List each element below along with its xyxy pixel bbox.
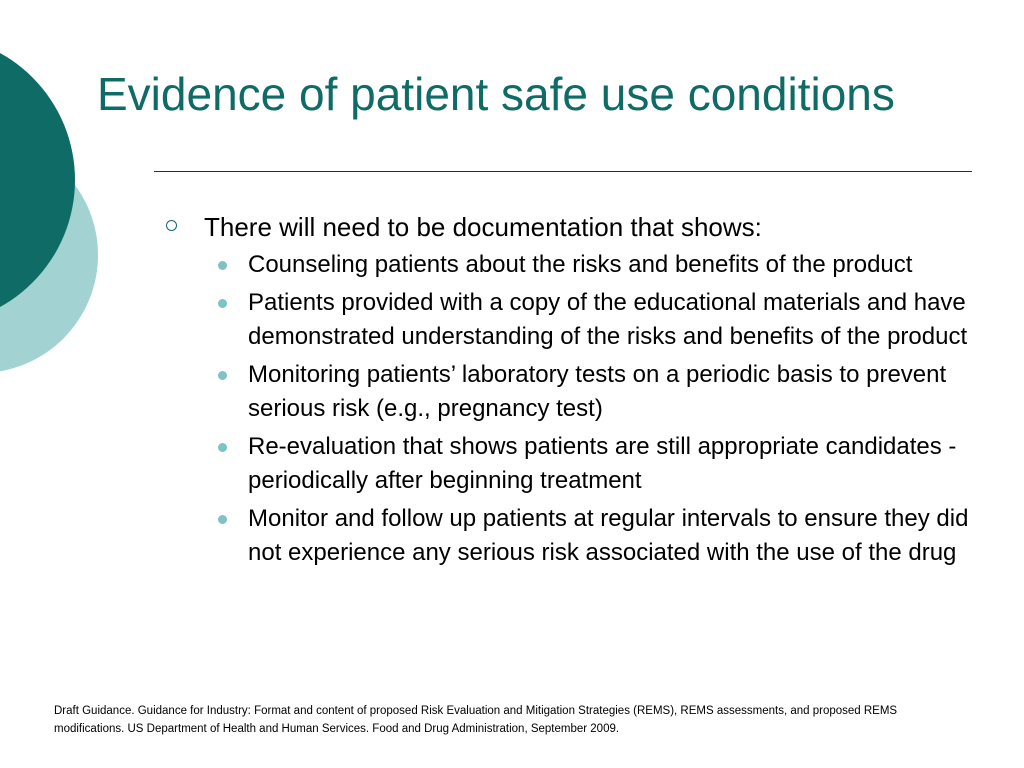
title-divider bbox=[154, 171, 972, 172]
footnote-citation: Draft Guidance. Guidance for Industry: Format and content of proposed Risk Evaluation and Mitigation Strategies (REMS), REMS assessments, and proposed REMS modifications. US Department of Health and Human Services. Food and Drug Administration, September 2009. bbox=[54, 705, 898, 735]
intro-bullet bbox=[158, 210, 1008, 244]
list-item bbox=[158, 286, 1008, 354]
dot-bullet-icon bbox=[218, 299, 227, 308]
slide-body bbox=[158, 210, 1008, 574]
list-item bbox=[158, 358, 1008, 426]
sub-bullet-list bbox=[158, 248, 1008, 570]
list-item-text: Monitor and follow up patients at regular intervals to ensure they did not experience any serious risk associated with the use of the drug bbox=[248, 505, 969, 566]
dot-bullet-icon bbox=[218, 261, 227, 270]
decorative-circles bbox=[0, 0, 120, 420]
list-item bbox=[158, 248, 1008, 282]
list-item-text: Monitoring patients’ laboratory tests on a periodic basis to prevent serious risk (e.g., pregnancy test) bbox=[248, 361, 947, 422]
hollow-circle-bullet-icon bbox=[166, 220, 177, 231]
list-item-text: Counseling patients about the risks and benefits of the product bbox=[248, 251, 913, 278]
list-item-text: Re-evaluation that shows patients are still appropriate candidates - periodically after beginning treatment bbox=[248, 433, 957, 494]
list-item bbox=[158, 502, 1008, 570]
intro-text: There will need to be documentation that shows: bbox=[204, 212, 762, 242]
list-item-text: Patients provided with a copy of the educational materials and have demonstrated understanding of the risks and benefits of the product bbox=[248, 289, 968, 350]
dot-bullet-icon bbox=[218, 443, 227, 452]
dot-bullet-icon bbox=[218, 371, 227, 380]
dot-bullet-icon bbox=[218, 515, 227, 524]
slide-title: Evidence of patient safe use conditions bbox=[97, 68, 895, 120]
list-item bbox=[158, 430, 1008, 498]
